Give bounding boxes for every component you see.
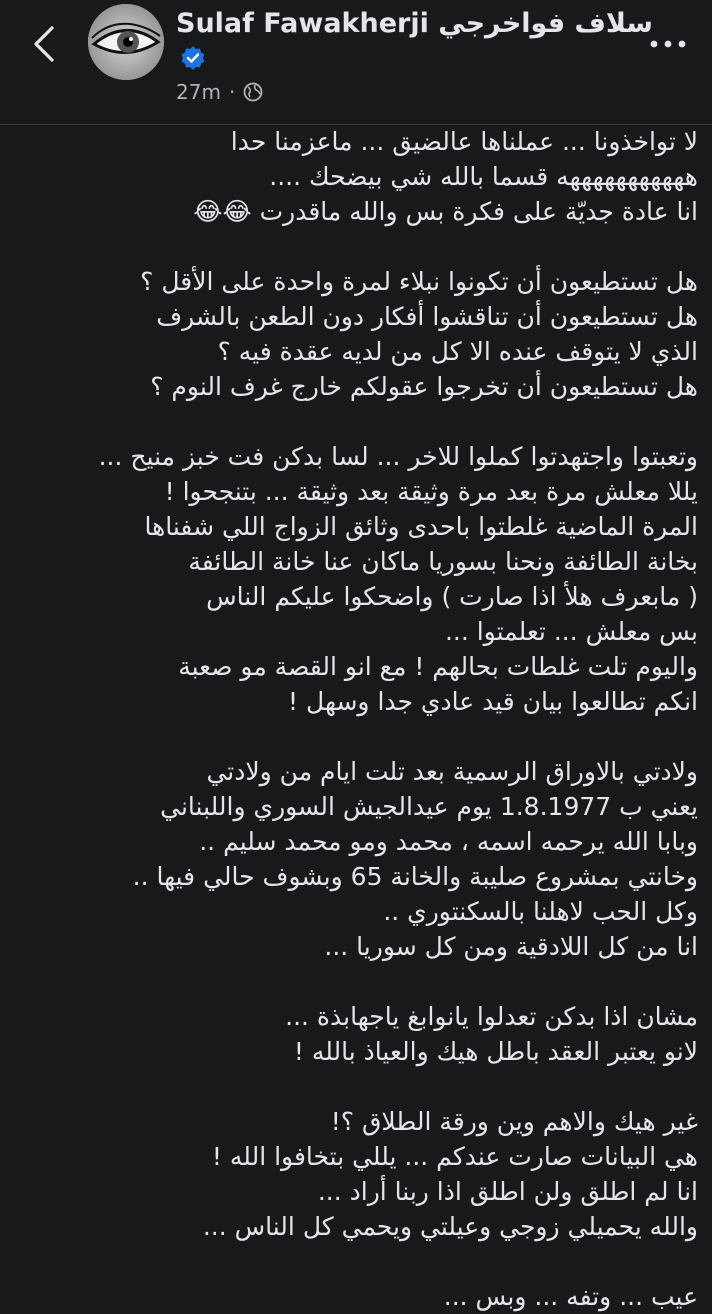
paragraph-gap xyxy=(14,1069,698,1104)
profile-name[interactable]: Sulaf Fawakherji سلاف فواخرجي xyxy=(176,8,653,39)
post-time[interactable]: 27m xyxy=(176,80,221,104)
post-line: هي البيانات صارت عندكم ... يللي بتخافوا الله ! xyxy=(211,1142,698,1171)
post-line: واليوم تلت غلطات بحالهم ! مع انو القصة مو صعبة xyxy=(178,652,698,681)
chevron-left-icon xyxy=(32,26,56,62)
post-line: هههههههههههه قسما بالله شي بيضحك .... xyxy=(269,162,698,191)
back-button[interactable] xyxy=(22,22,66,66)
post-line: والله يحميلي زوجي وعيلتي ويحمي كل الناس ... xyxy=(202,1212,698,1241)
post-paragraph xyxy=(14,1104,698,1244)
globe-icon xyxy=(243,82,263,102)
post-line: ( مابعرف هلأ اذا صارت ) واضحكوا عليكم الناس xyxy=(206,582,698,611)
post-line: عيب ... وتفه ... وبس ... xyxy=(443,1282,698,1311)
post-line: انا من كل اللادقية ومن كل سوريا ... xyxy=(324,932,698,961)
post-line: وتعبتوا واجتهدتوا كملوا للاخر ... لسا بدكن فت خبز منيح ... xyxy=(98,442,698,471)
post-line: بخانة الطائفة ونحنا بسوريا ماكان عنا خانة الطائفة xyxy=(188,547,698,576)
paragraph-gap xyxy=(14,404,698,439)
post-line: ولادتي بالاوراق الرسمية بعد تلت ايام من ولادتي xyxy=(206,757,698,786)
post-line: يللا معلش مرة بعد مرة وثيقة بعد وثيقة ... بتنجحوا ! xyxy=(164,477,698,506)
post-line: وخانتي بمشروع صليبة والخانة 65 وبشوف حالي فيها .. xyxy=(132,862,698,891)
avatar-eye-image xyxy=(88,4,164,80)
post-paragraph xyxy=(14,439,698,719)
post-line: بس معلش ... تعلمتوا ... xyxy=(444,617,698,646)
post-paragraph xyxy=(14,264,698,404)
more-options-button[interactable] xyxy=(646,30,690,58)
paragraph-gap xyxy=(14,1244,698,1279)
post-line: انا لم اطلق ولن اطلق اذا ربنا أراد ... xyxy=(317,1177,698,1206)
post-header xyxy=(0,0,712,125)
more-horizontal-icon xyxy=(650,40,686,48)
post-line: الذي لا يتوقف عنده الا كل من لديه عقدة فيه ؟ xyxy=(217,337,698,366)
post-line: لا تواخذونا ... عملناها عالضيق ... ماعزمنا حدا xyxy=(230,127,698,156)
post-line: وبابا الله يرحمه اسمه ، محمد ومو محمد سليم .. xyxy=(199,827,698,856)
post-line: المرة الماضية غلطتوا باحدى وثائق الزواج اللي شفناها xyxy=(144,512,698,541)
post-line: غير هيك والاهم وين ورقة الطلاق ؟! xyxy=(330,1107,698,1136)
post-paragraph xyxy=(14,999,698,1069)
post-text xyxy=(14,124,698,1314)
post-paragraph xyxy=(14,124,698,229)
paragraph-gap xyxy=(14,719,698,754)
meta-separator: · xyxy=(228,80,236,104)
post-line: لانو يعتبر العقد باطل هيك والعياذ بالله ! xyxy=(293,1037,698,1066)
post-line: انكم تطالعوا بيان قيد عادي جدا وسهل ! xyxy=(288,687,698,716)
post-line: هل تستطيعون أن تكونوا نبلاء لمرة واحدة على الأقل ؟ xyxy=(140,267,698,296)
post-line: هل تستطيعون أن تخرجوا عقولكم خارج غرف النوم ؟ xyxy=(150,372,698,401)
post-line: هل تستطيعون أن تناقشوا أفكار دون الطعن بالشرف xyxy=(156,302,698,331)
post-paragraph xyxy=(14,754,698,964)
post-paragraph xyxy=(14,1279,698,1314)
post-line: انا عادة جديّة على فكرة بس والله ماقدرت 😂😂 xyxy=(193,197,698,226)
post-line: يعني ب 1.8.1977 يوم عيدالجيش السوري واللبناني xyxy=(160,792,698,821)
post-line: وكل الحب لاهلنا بالسكنتوري .. xyxy=(383,897,698,926)
paragraph-gap xyxy=(14,964,698,999)
avatar[interactable] xyxy=(88,4,164,80)
paragraph-gap xyxy=(14,229,698,264)
verified-badge-icon xyxy=(180,45,206,71)
post-meta xyxy=(176,80,263,104)
post-line: مشان اذا بدكن تعدلوا يانوابغ ياجهابذة ... xyxy=(285,1002,698,1031)
